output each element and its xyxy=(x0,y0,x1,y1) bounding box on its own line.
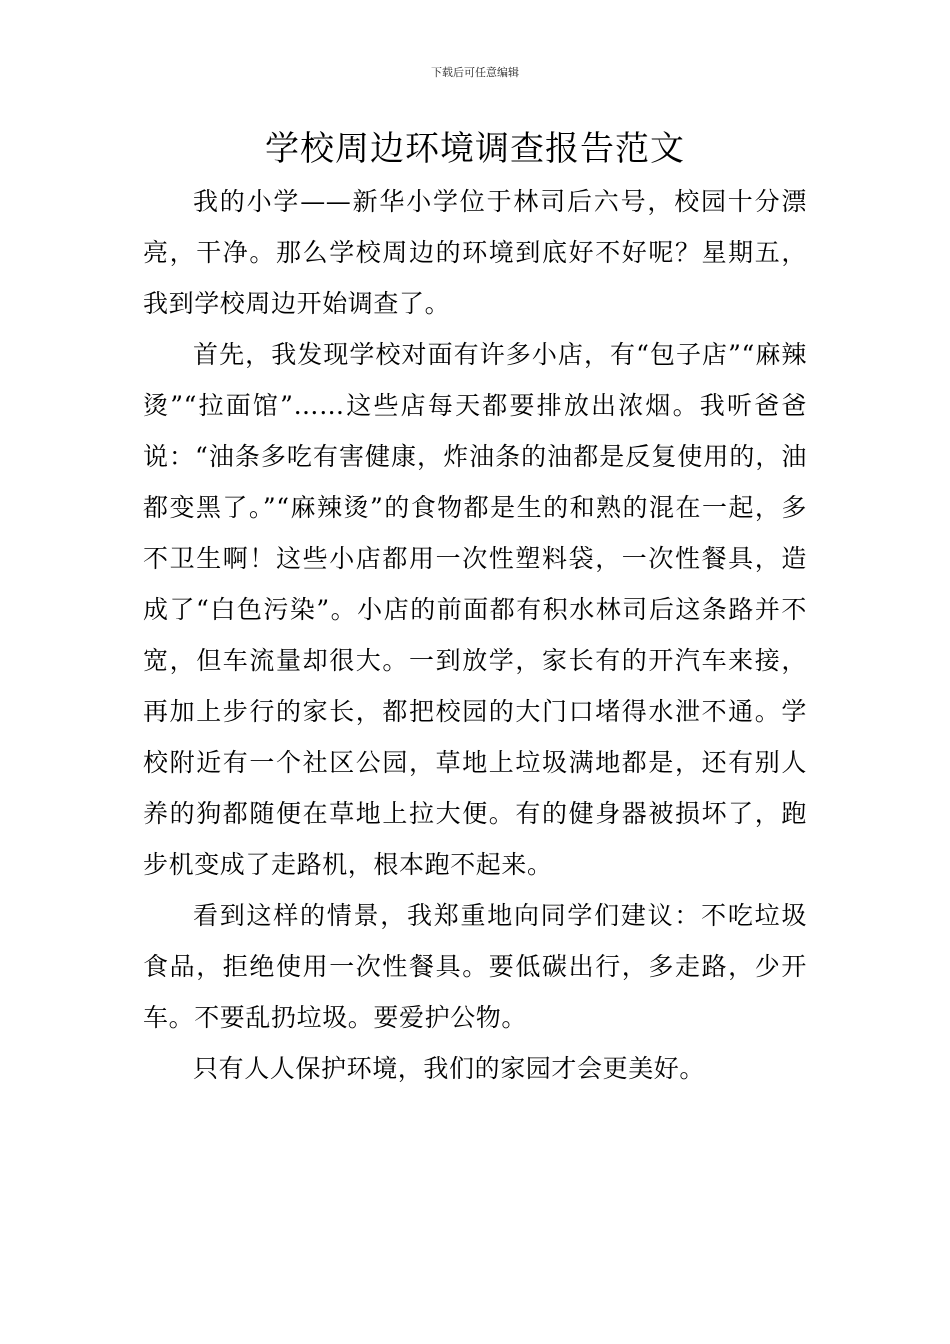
document-title: 学校周边环境调查报告范文 xyxy=(265,129,685,169)
document-body xyxy=(143,176,807,1094)
header-note: 下载后可任意编辑 xyxy=(431,66,519,79)
paragraph-investigation: 首先，我发现学校对面有许多小店，有“包子店”“麻辣烫”“拉面馆”……这些店每天都要排放出浓烟。我听爸爸说：“油条多吃有害健康，炸油条的油都是反复使用的，油都变黑了。”“麻辣烫”的食物都是生的和熟的混在一起，多不卫生啊！这些小店都用一次性塑料袋，一次性餐具，造成了“白色污染”。小店的前面都有积水林司后这条路并不宽，但车流量却很大。一到放学，家长有的开汽车来接，再加上步行的家长，都把校园的大门口堵得水泄不通。学校附近有一个社区公园，草地上垃圾满地都是，还有别人养的狗都随便在草地上拉大便。有的健身器被损坏了，跑步机变成了走路机，根本跑不起来。 xyxy=(143,340,807,879)
paragraph-intro: 我的小学——新华小学位于林司后六号，校园十分漂亮，干净。那么学校周边的环境到底好不好呢？星期五，我到学校周边开始调查了。 xyxy=(143,187,807,318)
paragraph-conclusion: 只有人人保护环境，我们的家园才会更美好。 xyxy=(193,1054,706,1083)
paragraph-suggestion: 看到这样的情景，我郑重地向同学们建议：不吃垃圾食品，拒绝使用一次性餐具。要低碳出行，多走路，少开车。不要乱扔垃圾。要爱护公物。 xyxy=(143,901,807,1032)
